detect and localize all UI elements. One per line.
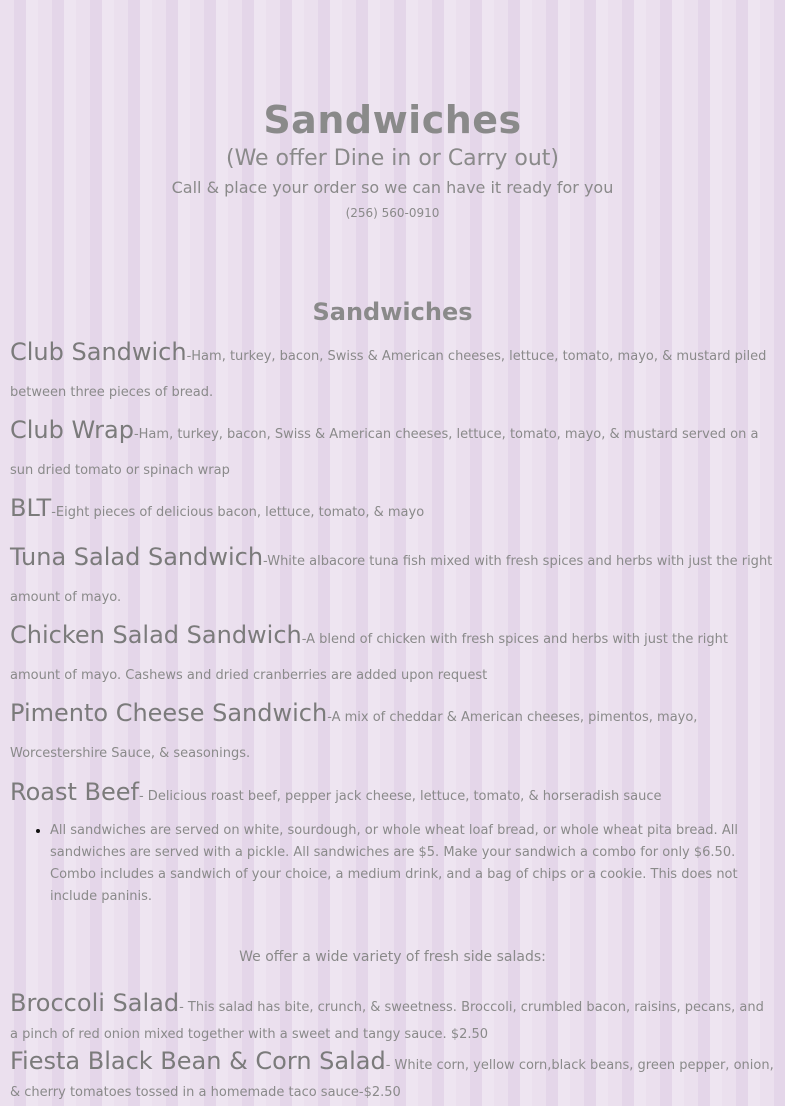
salad-item-name: Fiesta Black Bean & Corn Salad — [10, 1047, 386, 1075]
dine-in-carry-out-note: (We offer Dine in or Carry out) — [225, 146, 559, 171]
menu-item-chicken-salad-sandwich — [10, 617, 775, 694]
section-heading: Sandwiches — [312, 297, 473, 326]
menu-item-name: BLT — [10, 494, 52, 522]
menu-item-name: Club Wrap — [10, 416, 134, 444]
call-order-note: Call & place your order so we can have it ready for you — [171, 178, 614, 197]
menu-item-tuna-salad-sandwich — [10, 539, 775, 616]
menu-item-name: Tuna Salad Sandwich — [10, 543, 264, 571]
menu-item-description: -Ham, turkey, bacon, Swiss & American cheeses, lettuce, tomato, mayo, & mustard served on a sun dried tomato or spinach wrap — [10, 427, 759, 478]
sandwich-list — [10, 334, 775, 815]
salad-item-description: - This salad has bite, crunch, & sweetness. Broccoli, crumbled bacon, raisins, pecans, and a pinch of red onion mixed together with a sweet and tangy sauce. $2.50 — [10, 1000, 764, 1042]
side-salads-heading: We offer a wide variety of fresh side salads: — [239, 949, 546, 965]
sandwich-notes-list — [10, 820, 755, 908]
sandwich-pricing-note: • All sandwiches are served on white, sourdough, or whole wheat loaf bread, or whole wheat pita bread. All sandwiches are served with a pickle. All sandwiches are $5. Make your sandwich a combo for only $6.50. Combo includes a sandwich of your choice, a medium drink, and a bag of chips or a cookie. This does not include paninis. — [50, 820, 755, 908]
menu-item-pimento-cheese-sandwich — [10, 695, 775, 772]
salad-item-description: - White corn, yellow corn,black beans, green pepper, onion, & cherry tomatoes tossed in a homemade taco sauce-$2.50 — [10, 1058, 774, 1100]
menu-item-description: -Eight pieces of delicious bacon, lettuce, tomato, & mayo — [51, 505, 425, 520]
menu-item-description: - Delicious roast beef, pepper jack cheese, lettuce, tomato, & horseradish sauce — [138, 789, 662, 804]
menu-item-description: -A blend of chicken with fresh spices and herbs with just the right amount of mayo. Cashews and dried cranberries are added upon request — [10, 632, 728, 683]
menu-item-description: -White albacore tuna fish mixed with fresh spices and herbs with just the right amount of mayo. — [10, 554, 773, 605]
salad-item-broccoli-salad — [10, 990, 775, 1048]
menu-item-name: Club Sandwich — [10, 338, 187, 366]
menu-item-blt — [10, 490, 775, 531]
menu-item-name: Pimento Cheese Sandwich — [10, 699, 328, 727]
menu-item-description: -A mix of cheddar & American cheeses, pimentos, mayo, Worcestershire Sauce, & seasonings. — [10, 710, 698, 761]
salad-item-name: Broccoli Salad — [10, 989, 180, 1017]
page-title: Sandwiches — [263, 98, 522, 143]
menu-item-description: -Ham, turkey, bacon, Swiss & American cheeses, lettuce, tomato, mayo, & mustard piled between three pieces of bread. — [10, 349, 767, 400]
menu-item-club-wrap — [10, 412, 775, 489]
salad-item-fiesta-black-bean-corn-salad — [10, 1048, 775, 1106]
phone-number: (256) 560-0910 — [345, 206, 440, 220]
menu-item-name: Roast Beef — [10, 778, 139, 806]
menu-item-roast-beef — [10, 774, 775, 815]
menu-item-club-sandwich — [10, 334, 775, 411]
menu-item-name: Chicken Salad Sandwich — [10, 621, 302, 649]
